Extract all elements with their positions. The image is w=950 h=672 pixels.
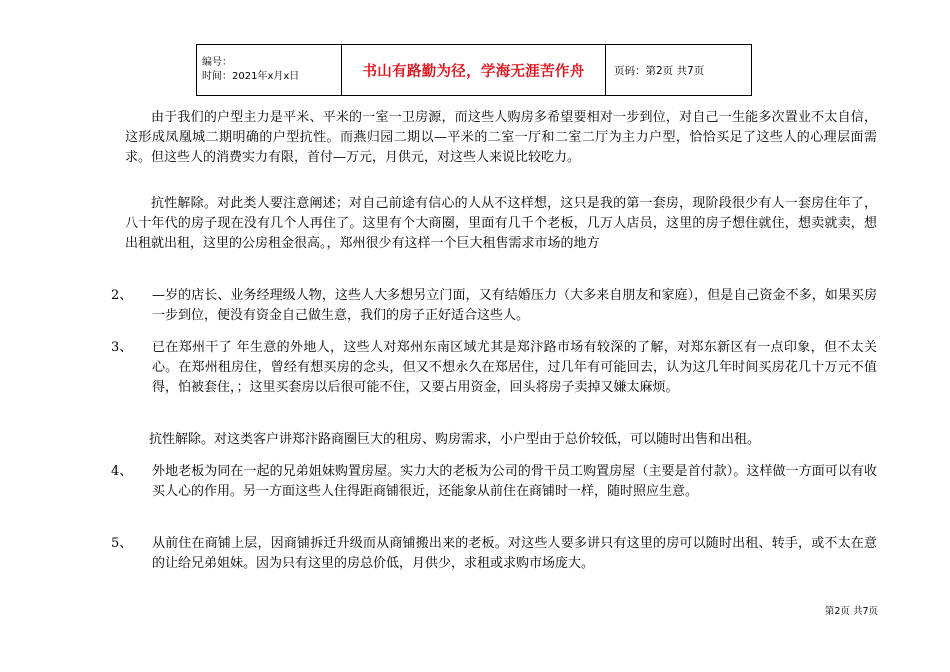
list-item-4 — [111, 462, 877, 502]
list-number: 4、 — [111, 464, 133, 479]
paragraph-text: —岁的店长、业务经理级人物，这些人大多想另立门面，又有结婚压力（大多来自朋友和家庭），但是自己资金不多，如果买房一步到位，便没有资金自己做生意，我们的房子正好适合这些人。 — [152, 288, 877, 323]
page-footer: 第2页 共7页 — [824, 606, 878, 617]
paragraph-text: 抗性解除。对此类人要注意阐述；对自己前途有信心的人从不这样想，这只是我的第一套房，现阶段很少有人一套房住年了，八十年代的房子现在没有几个人再住了。这里有个大商圈，里面有几千个老板，几万人店员，这里的房子想住就住，想卖就卖，想出租就出租，这里的公房租金很高。，郑州很少有这样一个巨大租售需求市场的地方 — [125, 196, 877, 251]
header-meta — [197, 45, 342, 96]
paragraph-text: 从前住在商铺上层，因商铺拆迁升级而从商铺搬出来的老板。对这些人要多讲只有这里的房可以随时出租、转手，或不太在意的让给兄弟姐妹。因为只有这里的房总价低，月供少，求租或求购市场庞大。 — [152, 536, 877, 571]
header-table — [196, 44, 752, 96]
list-item-5 — [111, 534, 877, 574]
motto: 书山有路勤为径，学海无涯苦作舟 — [342, 45, 606, 96]
paragraph-text: 外地老板为同在一起的兄弟姐妹购置房屋。实力大的老板为公司的骨干员工购置房屋（主要是首付款）。这样做一方面可以有收买人心的作用。另一方面这些人住得距商铺很近，还能象从前住在商铺时一样，随时照应生意。 — [152, 464, 877, 499]
number-label: 编号： — [202, 57, 232, 68]
list-number: 2、 — [111, 288, 133, 303]
paragraph-2 — [125, 194, 877, 254]
paragraph-1 — [125, 108, 877, 168]
list-number: 5、 — [111, 536, 133, 551]
list-number: 3、 — [111, 340, 133, 355]
paragraph-text: 由于我们的户型主力是平米、平米的一室一卫房源，而这些人购房多希望要相对一步到位，对自己一生能多次置业不太自信，这形成凤凰城二期明确的户型抗性。而燕归园二期以—平米的二室一厅和二室二厅为主力户型，恰恰买足了这些人的心理层面需求。但这些人的消费实力有限，首付—万元，月供元，对这些人来说比较吃力。 — [125, 110, 877, 165]
paragraph-5 — [125, 430, 877, 450]
paragraph-text: 抗性解除。对这类客户讲郑汴路商圈巨大的租房、购房需求，小户型由于总价较低，可以随时出售和出租。 — [149, 432, 761, 447]
list-item-3 — [111, 338, 877, 398]
page-label: 页码：第2页 共7页 — [606, 45, 752, 96]
list-item-2 — [111, 286, 877, 326]
date-label: 时间：2021年x月x日 — [202, 71, 300, 82]
paragraph-text: 已在郑州干了 年生意的外地人，这些人对郑州东南区域尤其是郑汴路市场有较深的了解，对郑东新区有一点印象，但不太关心。在郑州租房住，曾经有想买房的念头，但又不想永久在郑居住，过几年有可能回去，认为这几年时间买房花几十万元不值得，怕被套住，；这里买套房以后很可能不住，又要占用资金，回头将房子卖掉又嫌太麻烦。 — [152, 340, 877, 395]
